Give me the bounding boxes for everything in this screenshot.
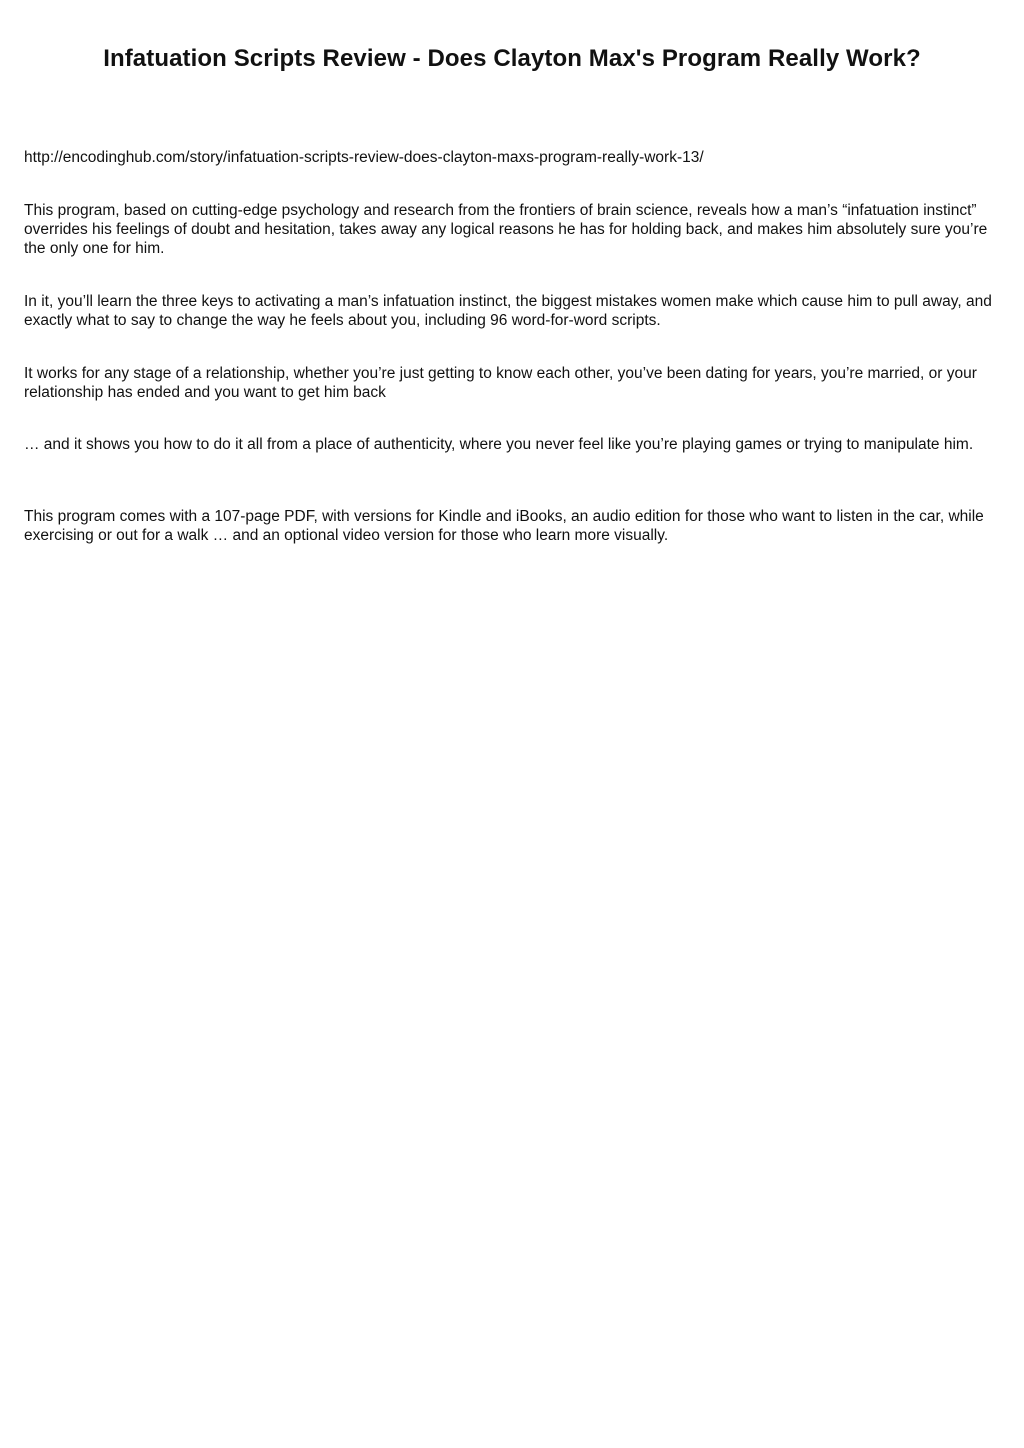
source-url: http://encodinghub.com/story/infatuation-scripts-review-does-clayton-maxs-program-really-work-13/ — [24, 149, 704, 166]
paragraph-2: In it, you’ll learn the three keys to activating a man’s infatuation instinct, the biggest mistakes women make which cause him to pull away, and exactly what to say to change the way he feels about you, including 96 word-for-word scripts. — [24, 293, 992, 329]
paragraph-4: … and it shows you how to do it all from a place of authenticity, where you never feel like you’re playing games or trying to manipulate him. — [24, 436, 974, 453]
paragraph-1: This program, based on cutting-edge psychology and research from the frontiers of brain science, reveals how a man’s “infatuation instinct” overrides his feelings of doubt and hesitation, takes away any logical reasons he has for holding back, and makes him absolutely sure you’re the only one for him. — [24, 202, 988, 257]
paragraph-5: This program comes with a 107-page PDF, with versions for Kindle and iBooks, an audio edition for those who want to listen in the car, while exercising or out for a walk … and an optional video version for those who learn more visually. — [24, 508, 984, 544]
page-title: Infatuation Scripts Review - Does Clayton Max's Program Really Work? — [103, 45, 921, 72]
paragraph-3: It works for any stage of a relationship, whether you’re just getting to know each other, you’ve been dating for years, you’re married, or your relationship has ended and you want to get him back — [24, 365, 977, 401]
